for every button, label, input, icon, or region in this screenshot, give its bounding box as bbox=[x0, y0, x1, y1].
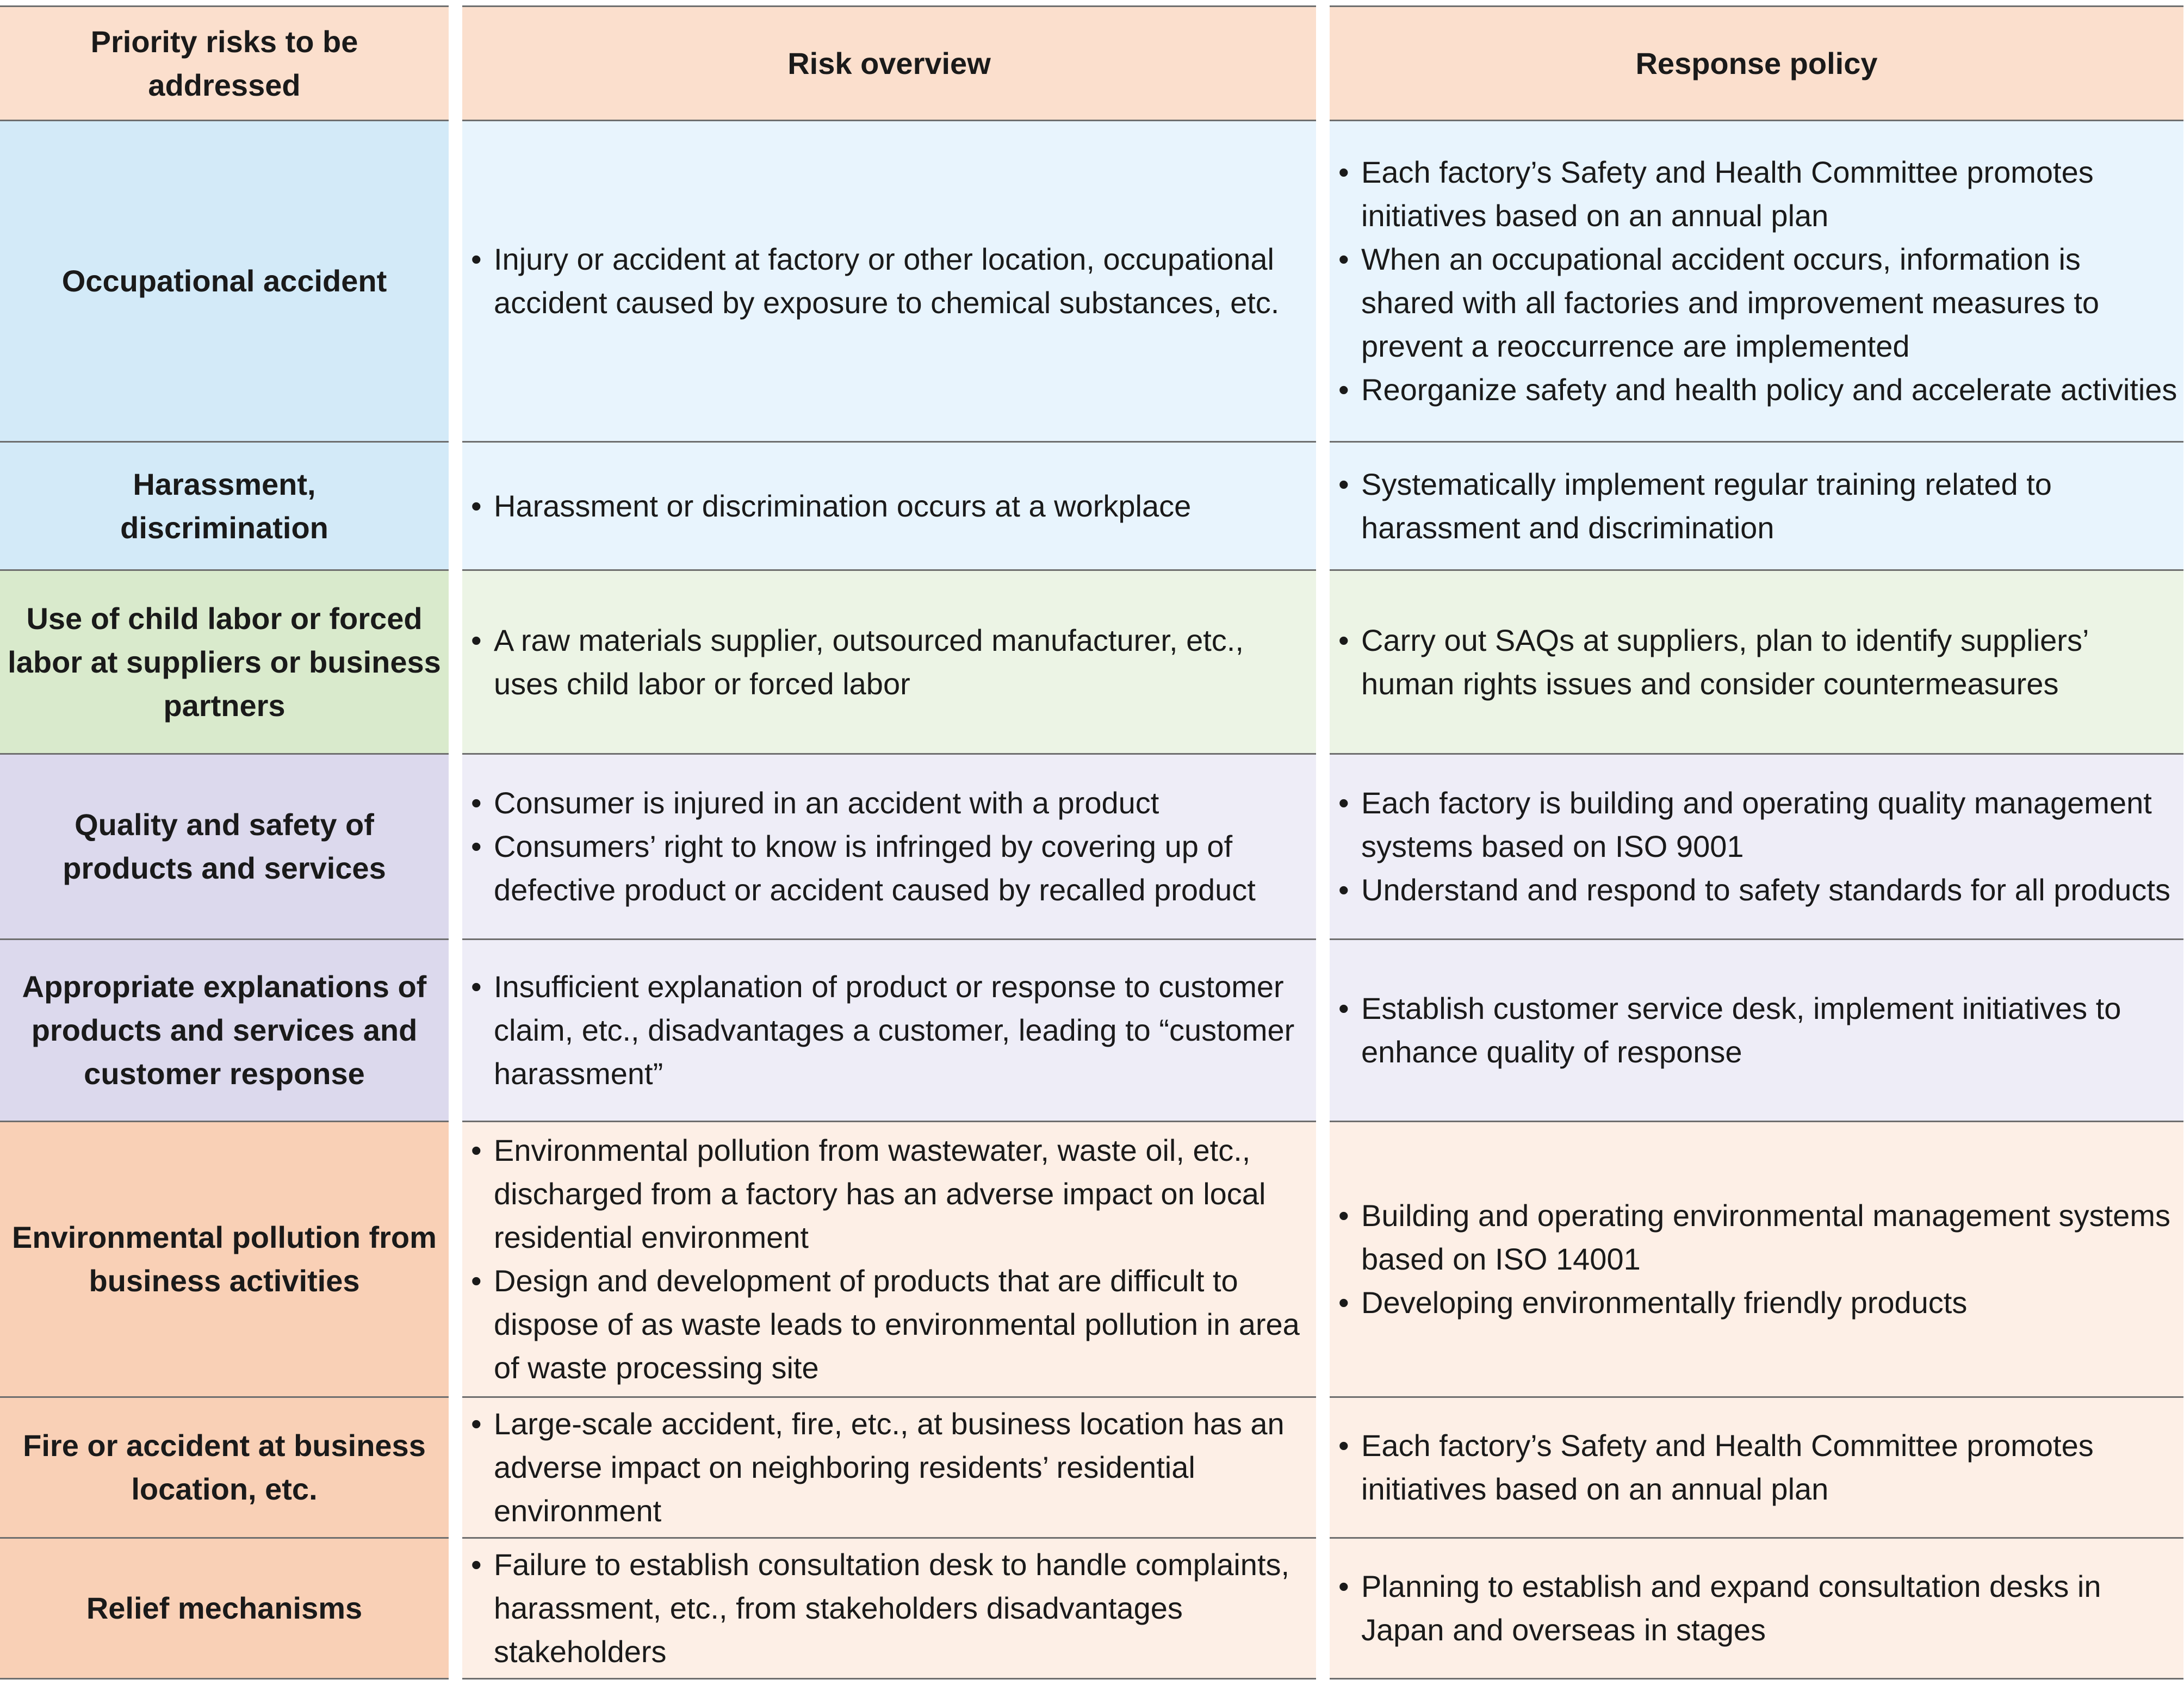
priority-risk-cell: Quality and safety of products and services bbox=[0, 755, 449, 940]
risk-overview-cell bbox=[462, 1539, 1316, 1680]
response-policy-cell bbox=[1330, 443, 2183, 571]
bullet-item: • Consumers’ right to know is infringed by covering up of defective product or accident caused by recalled product bbox=[494, 825, 1311, 912]
bullet-list bbox=[494, 619, 1311, 706]
bullet-item: • Harassment or discrimination occurs at a workplace bbox=[494, 484, 1191, 528]
risk-overview-cell bbox=[462, 121, 1316, 443]
priority-risk-cell: Harassment, discrimination bbox=[0, 443, 449, 571]
bullet-item: • Insufficient explanation of product or response to customer claim, etc., disadvantages a customer, leading to “customer harassment” bbox=[494, 965, 1311, 1096]
bullet-list bbox=[1361, 1194, 2178, 1324]
bullet-item: • Each factory’s Safety and Health Committee promotes initiatives based on an annual plan bbox=[1361, 151, 2178, 238]
bullet-item: • Understand and respond to safety standards for all products bbox=[1361, 868, 2178, 912]
bullet-list bbox=[1361, 151, 2178, 412]
bullet-item: • When an occupational accident occurs, information is shared with all factories and improvement measures to prevent a reoccurrence are implemented bbox=[1361, 238, 2178, 368]
response-policy-cell bbox=[1330, 940, 2183, 1122]
priority-risk-cell: Appropriate explanations of products and services and customer response bbox=[0, 940, 449, 1122]
header-response-policy: Response policy bbox=[1330, 5, 2183, 121]
header-priority-risks: Priority risks to be addressed bbox=[0, 5, 449, 121]
bullet-item: • Planning to establish and expand consultation desks in Japan and overseas in stages bbox=[1361, 1565, 2178, 1652]
priority-risk-cell: Use of child labor or forced labor at suppliers or business partners bbox=[0, 571, 449, 755]
bullet-item: • Reorganize safety and health policy and accelerate activities bbox=[1361, 368, 2178, 412]
bullet-item: • Establish customer service desk, implement initiatives to enhance quality of response bbox=[1361, 987, 2178, 1074]
bullet-item: • Each factory is building and operating quality management systems based on ISO 9001 bbox=[1361, 781, 2178, 868]
response-policy-cell bbox=[1330, 1122, 2183, 1398]
bullet-list bbox=[1361, 1424, 2178, 1511]
risk-table bbox=[0, 5, 2184, 1680]
bullet-item: • Large-scale accident, fire, etc., at business location has an adverse impact on neighboring residents’ residential environment bbox=[494, 1402, 1311, 1533]
priority-risk-cell: Fire or accident at business location, etc. bbox=[0, 1398, 449, 1539]
response-policy-cell bbox=[1330, 1398, 2183, 1539]
priority-risk-cell: Environmental pollution from business activities bbox=[0, 1122, 449, 1398]
bullet-item: • Design and development of products that are difficult to dispose of as waste leads to environmental pollution in area of waste processing site bbox=[494, 1259, 1311, 1390]
priority-risk-cell: Occupational accident bbox=[0, 121, 449, 443]
bullet-list bbox=[1361, 619, 2178, 706]
risk-overview-cell bbox=[462, 443, 1316, 571]
response-policy-cell bbox=[1330, 121, 2183, 443]
priority-risk-cell: Relief mechanisms bbox=[0, 1539, 449, 1680]
response-policy-cell bbox=[1330, 1539, 2183, 1680]
table-row bbox=[0, 1398, 2184, 1539]
bullet-list bbox=[494, 484, 1191, 528]
bullet-list bbox=[1361, 463, 2178, 550]
bullet-list bbox=[1361, 781, 2178, 912]
bullet-item: • Each factory’s Safety and Health Committee promotes initiatives based on an annual plan bbox=[1361, 1424, 2178, 1511]
table-row bbox=[0, 1122, 2184, 1398]
table-row bbox=[0, 571, 2184, 755]
response-policy-cell bbox=[1330, 755, 2183, 940]
bullet-item: • Injury or accident at factory or other location, occupational accident caused by exposure to chemical substances, etc. bbox=[494, 238, 1311, 325]
header-risk-overview: Risk overview bbox=[462, 5, 1316, 121]
table-row bbox=[0, 755, 2184, 940]
risk-overview-cell bbox=[462, 571, 1316, 755]
risk-overview-cell bbox=[462, 940, 1316, 1122]
bullet-list bbox=[1361, 1565, 2178, 1652]
risk-overview-cell bbox=[462, 755, 1316, 940]
risk-overview-cell bbox=[462, 1398, 1316, 1539]
table-row bbox=[0, 940, 2184, 1122]
response-policy-cell bbox=[1330, 571, 2183, 755]
bullet-item: • Building and operating environmental management systems based on ISO 14001 bbox=[1361, 1194, 2178, 1281]
bullet-item: • Consumer is injured in an accident with a product bbox=[494, 781, 1311, 825]
table-row bbox=[0, 443, 2184, 571]
bullet-list bbox=[1361, 987, 2178, 1074]
bullet-item: • Carry out SAQs at suppliers, plan to identify suppliers’ human rights issues and consider countermeasures bbox=[1361, 619, 2178, 706]
risk-overview-cell bbox=[462, 1122, 1316, 1398]
header-row bbox=[0, 5, 2184, 121]
table-row bbox=[0, 121, 2184, 443]
bullet-item: • Developing environmentally friendly products bbox=[1361, 1281, 2178, 1324]
bullet-list bbox=[494, 781, 1311, 912]
table-row bbox=[0, 1539, 2184, 1680]
bullet-list bbox=[494, 1129, 1311, 1390]
bullet-list bbox=[494, 1543, 1311, 1674]
bullet-item: • Failure to establish consultation desk to handle complaints, harassment, etc., from stakeholders disadvantages stakeholders bbox=[494, 1543, 1311, 1674]
bullet-item: • A raw materials supplier, outsourced manufacturer, etc., uses child labor or forced labor bbox=[494, 619, 1311, 706]
bullet-item: • Systematically implement regular training related to harassment and discrimination bbox=[1361, 463, 2178, 550]
bullet-list bbox=[494, 965, 1311, 1096]
bullet-list bbox=[494, 1402, 1311, 1533]
bullet-item: • Environmental pollution from wastewater, waste oil, etc., discharged from a factory has an adverse impact on local residential environment bbox=[494, 1129, 1311, 1259]
bullet-list bbox=[494, 238, 1311, 325]
